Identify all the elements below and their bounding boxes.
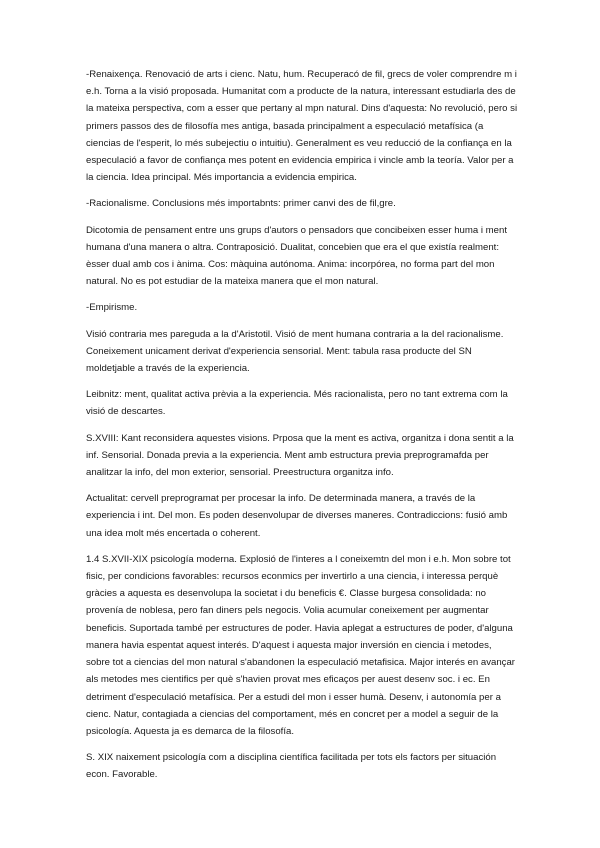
paragraph-renaixenca: -Renaixença. Renovació de arts i cienc. Natu, hum. Recuperacó de fil, grecs de voler comprendre m i e.h. Torna a la visió proposada. Humanitat com a producte de la natura, interessant estudiarla des de la mateixa perspectiva, com a esser que pertany al mpn natural. Dins d'aquesta: No revolució, pero si primers passos des de filosofía mes antiga, basada principalment a especulació metafísica (a ciencias de l'esperit, lo més subejectiu o intuitiu). Generalment es veu reducció de la confiança en la especulació a favor de confiança mes potent en evidencia empirica i vincle amb la teoría. Valor per a la ciencia. Idea principal. Més importancia a evidencia empirica. [86,69,518,184]
paragraph-visio-contraria: Visió contraria mes pareguda a la d'Aristotil. Visió de ment humana contraria a la del racionalisme. Coneixement unicament derivat d'experiencia sensorial. Ment: tabula rasa producte del SN moldetjable a través de la experiencia. [86,328,504,375]
paragraph-racionalisme-heading: -Racionalisme. Conclusions més importabnts: primer canvi des de fil,gre. [86,198,396,210]
paragraph-empirisme-heading: -Empirisme. [86,302,138,314]
document-body [86,66,518,793]
paragraph-dicotomia: Dicotomia de pensament entre uns grups d'autors o pensadors que concibeixen esser huma i ment humana d'una manera o altra. Contraposició. Dualitat, concebien que era el que existía realment: èsser dual amb cos i ànima. Cos: màquina autónoma. Anima: incorpórea, no forma part del mon natural. No es pot estudiar de la mateixa manera que el mon natural. [86,224,508,288]
paragraph-kant: S.XVIII: Kant reconsidera aquestes visions. Prposa que la ment es activa, organitza i dona sentit a la inf. Sensorial. Donada previa a la experiencia. Ment amb estructura previa preprogramafda per analitzar la info, del mon exterior, sensorial. Preestructura organitza info. [86,432,514,479]
paragraph-naixement-psicologia: S. XIX naixement psicología com a disciplina científica facilitada per tots els factors per situación econ. Favorable. [86,752,497,781]
paragraph-leibnitz: Leibnitz: ment, qualitat activa prèvia a la experiencia. Més racionalista, pero no tant extrema com la visió de descartes. [86,389,508,418]
paragraph-psicologia-moderna: 1.4 S.XVII-XIX psicología moderna. Explosió de l'interes a l coneixemtn del mon i e.h. Mon sobre tot fisic, per condicions favorables: recursos econmics per invertirlo a una ciencia, i interessa perquè gràcies a aquesta es desenvolupa la societat i du beneficis €. Classe burgesa consolidada: no provenía de noblesa, pero fan diners pels negocis. Volia acumular coneixement per augmentar beneficis. Suportada també per estructures de poder. Havia aplegat a estructures de poder, d'alguna manera havia espentat aquest interés. D'aquest i aquesta major inversión en ciencia i metodes, sobre tot a ciencias del mon natural s'abandonen la especulació metafisica. Major interés en avançar als metodes mes cientifics per què s'havien provat mes eficaços per auest desenv soc. i ec. En detriment d'especulació metafísica. Per a estudi del mon i esser humà. Desenv, i autonomía per a cienc. Natur, contagiada a ciencias del comportament, més en concret per a model a seguir de la psicología. Aquesta ja es demarca de la filosofía. [86,553,515,737]
paragraph-actualitat: Actualitat: cervell preprogramat per procesar la info. De determinada manera, a través de la experiencia i int. Del mon. Es poden desenvolupar de diverses maneres. Contradiccions: fusió amb una idea molt més encertada o coherent. [86,493,508,539]
